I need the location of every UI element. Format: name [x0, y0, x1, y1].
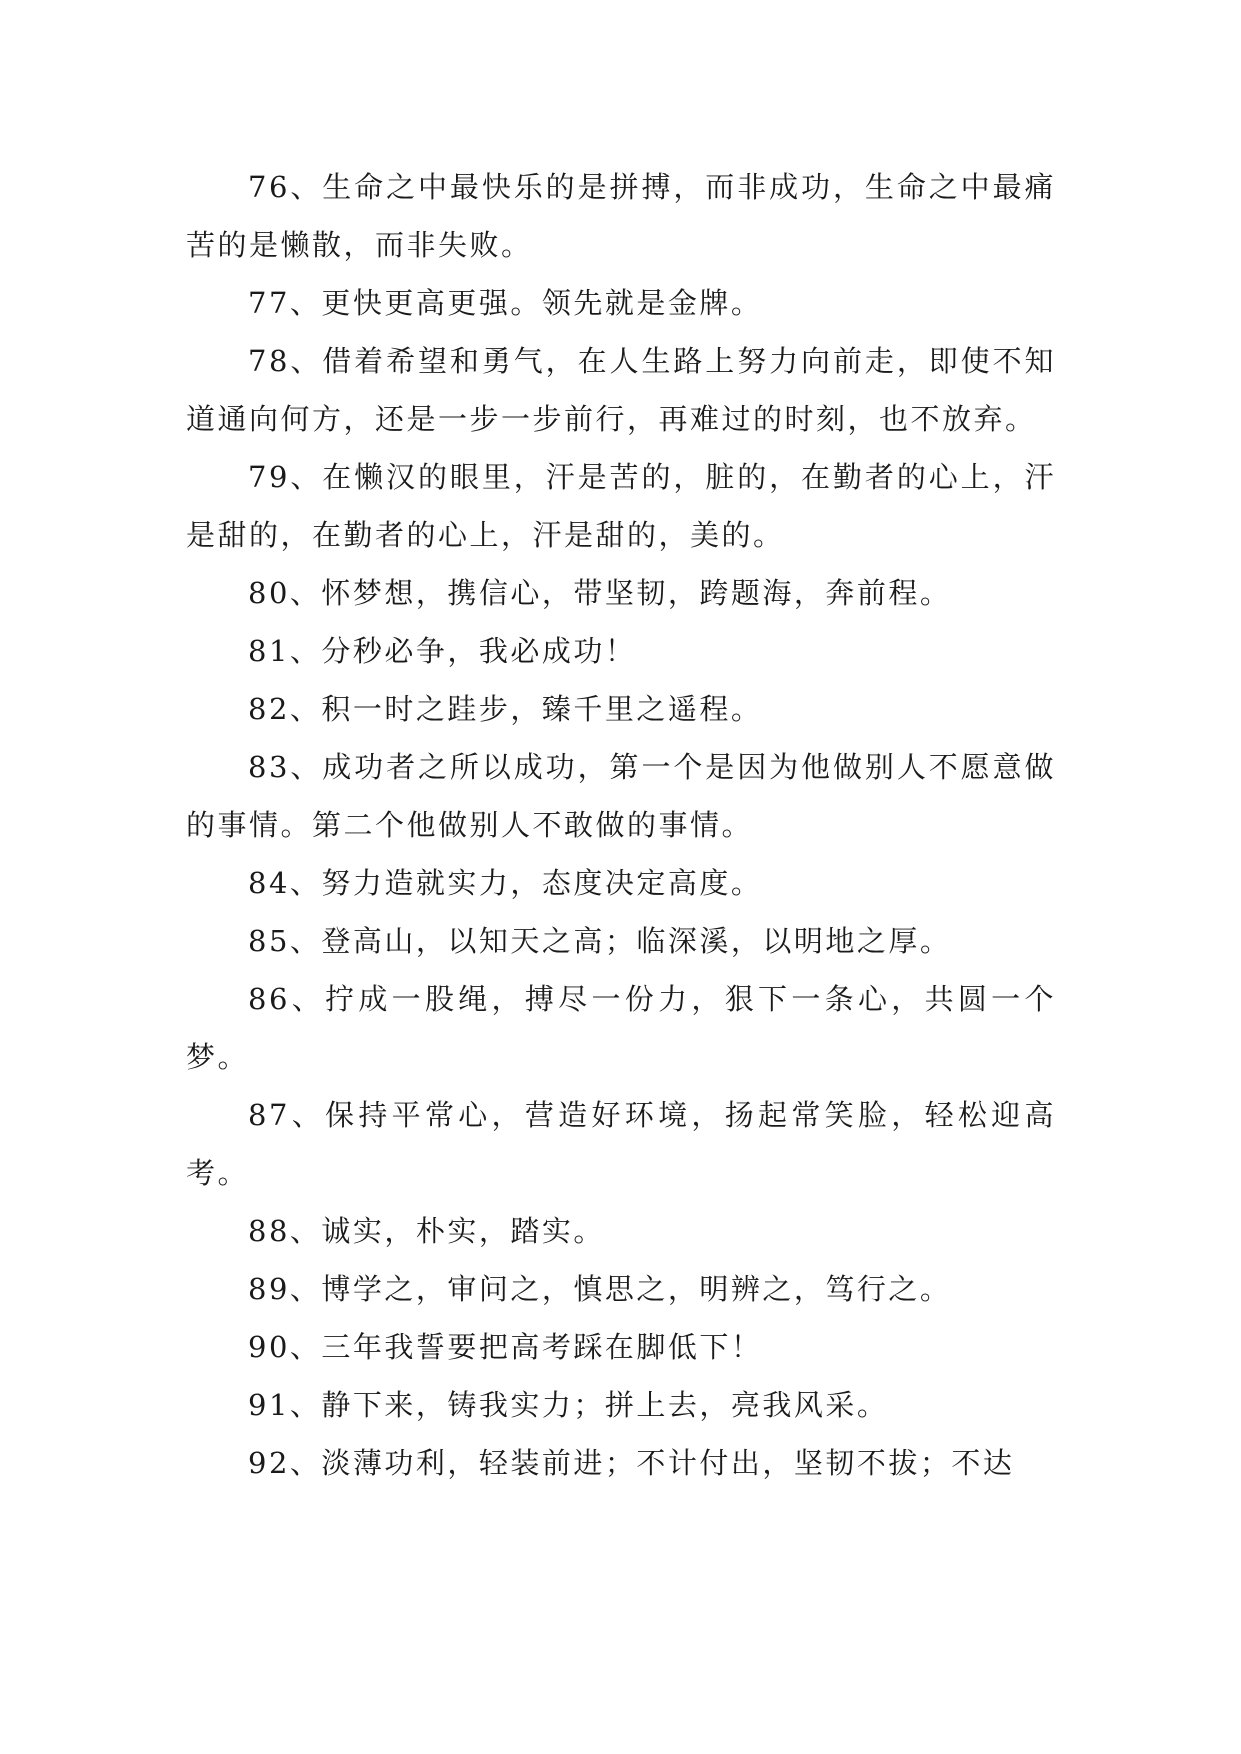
- paragraph-84: 84、努力造就实力，态度决定高度。: [248, 866, 763, 900]
- paragraph-92: 92、淡薄功利，轻装前进；不计付出，坚韧不拔；不达: [248, 1446, 1015, 1480]
- paragraph-76: 76、生命之中最快乐的是拼搏，而非成功，生命之中最痛苦的是懒散，而非失败。: [186, 170, 1056, 262]
- document-body: [186, 158, 1056, 1492]
- paragraph-81: 81、分秒必争，我必成功！: [248, 634, 637, 668]
- paragraph-86: 86、拧成一股绳，搏尽一份力，狠下一条心，共圆一个梦。: [186, 982, 1056, 1074]
- paragraph-85: 85、登高山，以知天之高；临深溪，以明地之厚。: [248, 924, 952, 958]
- paragraph-87: 87、保持平常心，营造好环境，扬起常笑脸，轻松迎高考。: [186, 1098, 1056, 1190]
- paragraph-79: 79、在懒汉的眼里，汗是苦的，脏的，在勤者的心上，汗是甜的，在勤者的心上，汗是甜的，美的。: [186, 460, 1056, 552]
- paragraph-78: 78、借着希望和勇气，在人生路上努力向前走，即使不知道通向何方，还是一步一步前行，再难过的时刻，也不放弃。: [186, 344, 1056, 436]
- paragraph-83: 83、成功者之所以成功，第一个是因为他做别人不愿意做的事情。第二个他做别人不敢做的事情。: [186, 750, 1056, 842]
- paragraph-88: 88、诚实，朴实，踏实。: [248, 1214, 605, 1248]
- paragraph-89: 89、博学之，审问之，慎思之，明辨之，笃行之。: [248, 1272, 952, 1306]
- paragraph-77: 77、更快更高更强。领先就是金牌。: [248, 286, 763, 320]
- paragraph-82: 82、积一时之跬步，臻千里之遥程。: [248, 692, 763, 726]
- paragraph-91: 91、静下来，铸我实力；拼上去，亮我风采。: [248, 1388, 889, 1422]
- paragraph-80: 80、怀梦想，携信心，带坚韧，跨题海，奔前程。: [248, 576, 952, 610]
- paragraph-90: 90、三年我誓要把高考踩在脚低下！: [248, 1330, 763, 1364]
